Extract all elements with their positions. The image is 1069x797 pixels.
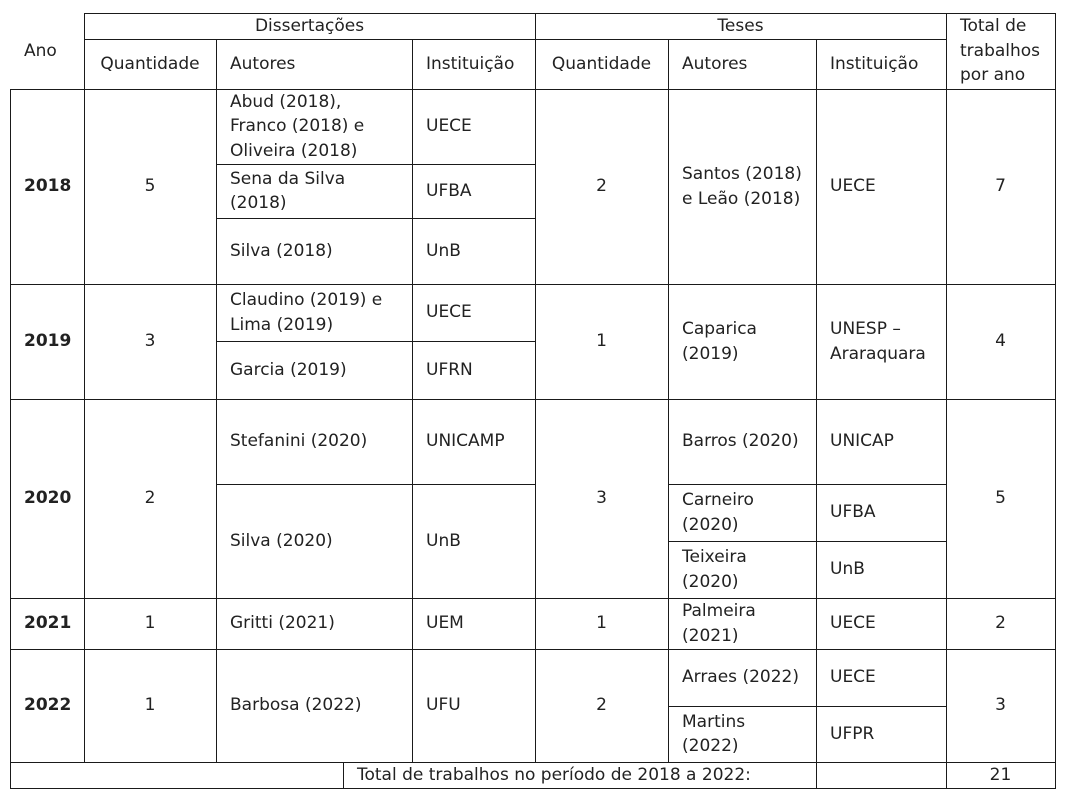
teses-instituicao-cell: UNICAP <box>830 431 894 452</box>
col-border <box>412 39 413 762</box>
diss-subrow-border <box>216 484 535 485</box>
footer-border <box>816 762 817 788</box>
teses-subrow-border <box>668 541 946 542</box>
teses-instituicao-cell: UECE <box>830 667 876 688</box>
diss-autores-cell: Barbosa (2022) <box>230 695 362 716</box>
year-cell: 2021 <box>24 613 72 634</box>
header-diss-autores: Autores <box>230 53 296 74</box>
col-border <box>668 39 669 762</box>
diss-subrow-border <box>216 164 535 165</box>
diss-autores-cell: Gritti (2021) <box>230 613 335 634</box>
diss-quantidade-cell: 3 <box>144 331 156 352</box>
teses-autores-cell: Palmeira (2021) <box>682 601 756 646</box>
teses-autores-cell: Martins (2022) <box>682 711 746 756</box>
total-ano-cell: 5 <box>995 488 1006 509</box>
teses-instituicao-cell: UECE <box>830 176 876 197</box>
col-border-right <box>1055 13 1056 789</box>
header-teses-autores: Autores <box>682 53 748 74</box>
teses-instituicao-cell: UECE <box>830 613 876 634</box>
total-ano-cell: 2 <box>995 613 1006 634</box>
diss-instituicao-cell: UFRN <box>426 359 473 380</box>
diss-quantidade-cell: 2 <box>144 488 156 509</box>
footer-total-label: Total de trabalhos no período de 2018 a 2022: <box>357 764 751 785</box>
diss-autores-cell: Silva (2020) <box>230 530 333 551</box>
teses-autores-cell: Barros (2020) <box>682 431 799 452</box>
header-total-por-ano: Total de trabalhos por ano <box>960 16 1041 86</box>
teses-quantidade-cell: 3 <box>596 488 607 509</box>
footer-total-value: 21 <box>989 764 1012 785</box>
diss-quantidade-cell: 1 <box>144 613 156 634</box>
teses-quantidade-cell: 1 <box>596 331 607 352</box>
header-diss-quantidade: Quantidade <box>100 53 200 74</box>
diss-instituicao-cell: UFBA <box>426 180 472 201</box>
teses-instituicao-cell: UFBA <box>830 502 876 523</box>
col-border <box>535 13 536 762</box>
teses-subrow-border <box>668 706 946 707</box>
diss-instituicao-cell: UNICAMP <box>426 431 505 452</box>
diss-instituicao-cell: UEM <box>426 613 464 634</box>
diss-autores-cell: Abud (2018), Franco (2018) e Oliveira (2018) <box>230 91 365 161</box>
year-cell: 2022 <box>24 695 72 716</box>
teses-autores-cell: Santos (2018) e Leão (2018) <box>682 164 802 209</box>
col-border <box>946 13 947 789</box>
diss-autores-cell: Stefanini (2020) <box>230 431 368 452</box>
total-ano-cell: 7 <box>995 176 1006 197</box>
diss-quantidade-cell: 5 <box>144 176 156 197</box>
diss-instituicao-cell: UFU <box>426 695 461 716</box>
diss-autores-cell: Claudino (2019) e Lima (2019) <box>230 290 383 335</box>
col-border <box>816 39 817 762</box>
teses-autores-cell: Arraes (2022) <box>682 667 799 688</box>
teses-instituicao-cell: UNESP – Araraquara <box>830 319 926 364</box>
teses-autores-cell: Teixeira (2020) <box>682 547 747 592</box>
diss-subrow-border <box>216 341 535 342</box>
diss-quantidade-cell: 1 <box>144 695 156 716</box>
teses-instituicao-cell: UnB <box>830 559 865 580</box>
col-border <box>216 39 217 762</box>
header-teses: Teses <box>717 15 764 36</box>
diss-instituicao-cell: UECE <box>426 116 472 137</box>
total-ano-cell: 4 <box>995 331 1006 352</box>
header-diss-instituicao: Instituição <box>426 53 515 74</box>
teses-quantidade-cell: 2 <box>596 176 607 197</box>
year-cell: 2019 <box>24 331 72 352</box>
teses-quantidade-cell: 2 <box>596 695 607 716</box>
diss-autores-cell: Silva (2018) <box>230 240 333 261</box>
year-cell: 2018 <box>24 176 72 197</box>
header-teses-quantidade: Quantidade <box>551 53 652 74</box>
teses-autores-cell: Caparica (2019) <box>682 319 757 364</box>
teses-quantidade-cell: 1 <box>596 613 607 634</box>
diss-instituicao-cell: UnB <box>426 530 461 551</box>
diss-instituicao-cell: UnB <box>426 240 461 261</box>
teses-subrow-border <box>668 484 946 485</box>
col-border-left <box>10 89 11 789</box>
header-dissertacoes: Dissertações <box>254 15 365 36</box>
diss-instituicao-cell: UECE <box>426 302 472 323</box>
diss-subrow-border <box>216 218 535 219</box>
teses-autores-cell: Carneiro (2020) <box>682 490 754 535</box>
col-border <box>84 13 85 762</box>
year-cell: 2020 <box>24 488 72 509</box>
header-ano: Ano <box>24 40 57 61</box>
teses-instituicao-cell: UFPR <box>830 723 875 744</box>
diss-autores-cell: Garcia (2019) <box>230 359 347 380</box>
diss-autores-cell: Sena da Silva (2018) <box>230 168 346 213</box>
footer-bottom-border <box>10 788 1056 789</box>
total-ano-cell: 3 <box>995 695 1006 716</box>
header-teses-instituicao: Instituição <box>830 53 919 74</box>
